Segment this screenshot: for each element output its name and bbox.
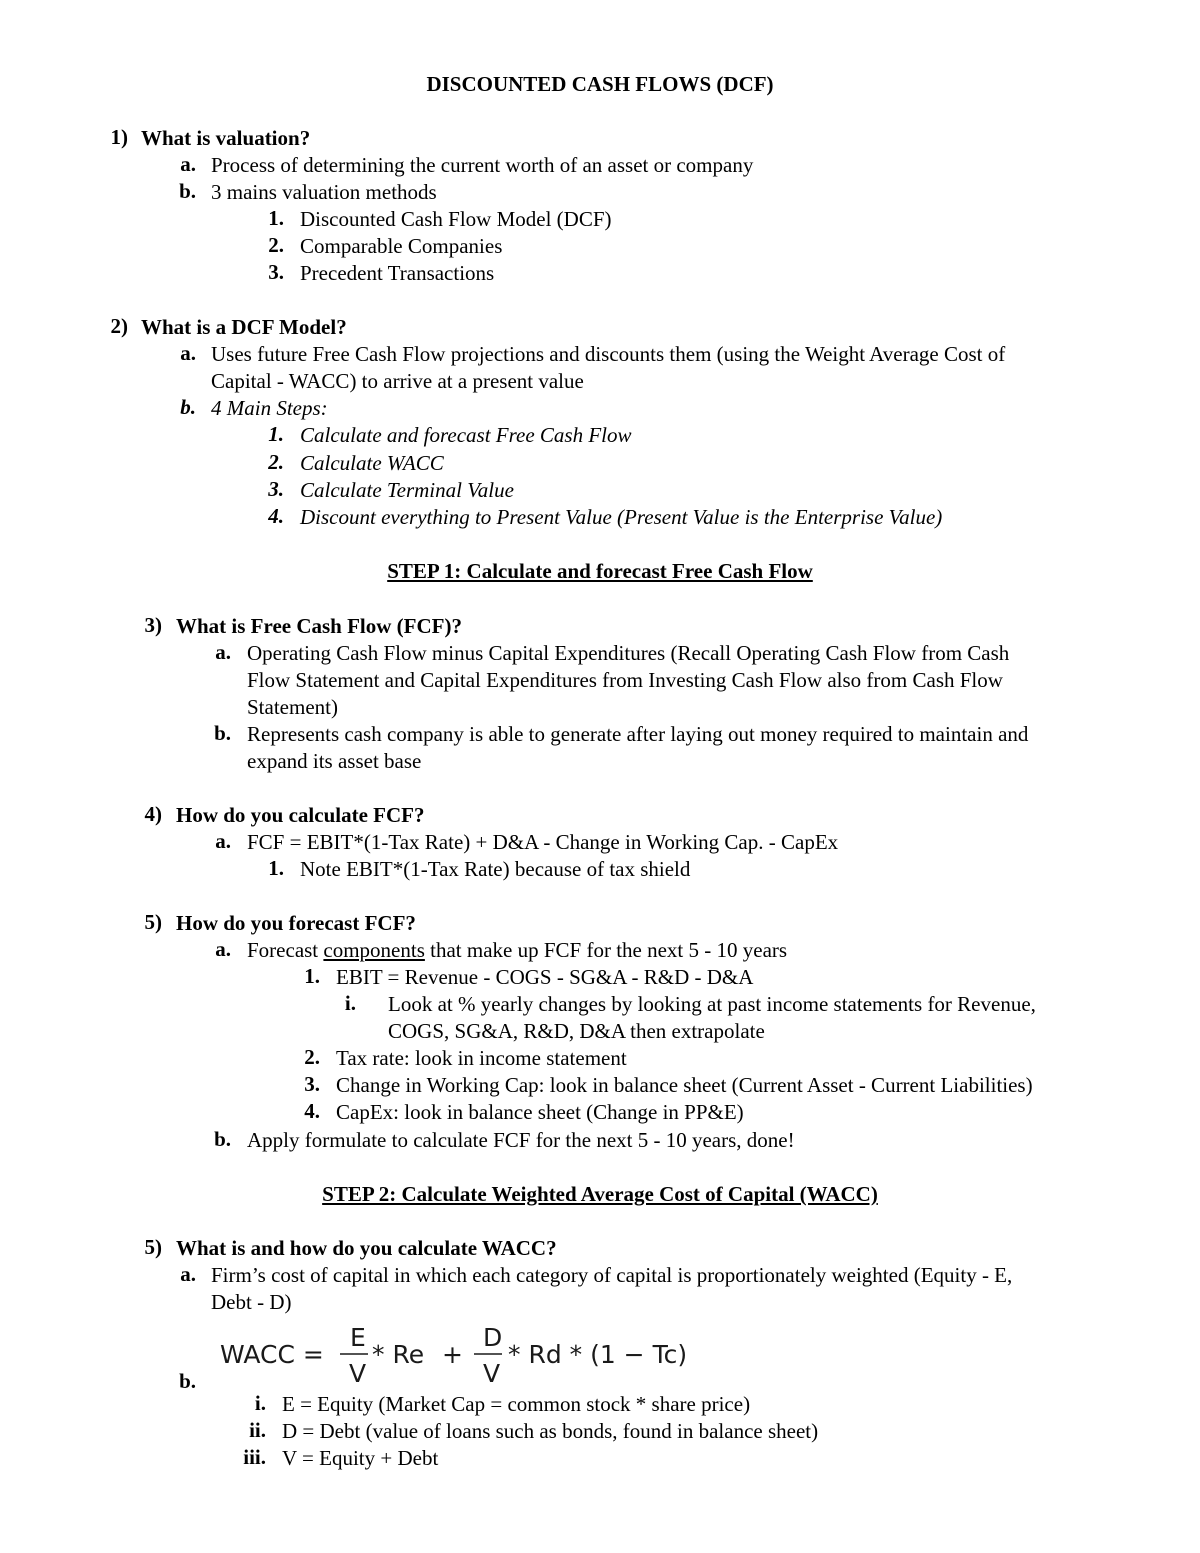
question-heading: How do you forecast FCF? (176, 911, 416, 935)
question-number: 3) (144, 613, 162, 637)
list-marker: iii. (243, 1445, 266, 1469)
list-marker: b. (214, 1127, 231, 1151)
text-fragment: Forecast (247, 938, 324, 962)
list-item: Discount everything to Present Value (Present Value is the Enterprise Value) (300, 505, 943, 529)
list-item: Precedent Transactions (300, 261, 495, 285)
formula-d-denominator: V (483, 1359, 501, 1388)
text-fragment: that make up FCF for the next 5 - 10 years (424, 938, 788, 962)
list-item: Comparable Companies (300, 234, 503, 258)
list-marker: b. (180, 395, 196, 419)
definition-item: E = Equity (Market Cap = common stock * share price) (282, 1392, 751, 1416)
list-item-continuation: expand its asset base (247, 749, 422, 773)
question-heading: What is a DCF Model? (141, 315, 347, 339)
list-marker: 3. (268, 477, 284, 501)
list-item: Discounted Cash Flow Model (DCF) (300, 207, 612, 231)
list-item: EBIT = Revenue - COGS - SG&A - R&D - D&A (336, 965, 754, 989)
wacc-formula (218, 1322, 698, 1388)
list-marker: b. (179, 179, 196, 203)
list-marker: a. (215, 829, 231, 853)
list-marker: 3. (268, 260, 284, 284)
list-marker: b. (214, 721, 231, 745)
list-marker: a. (180, 1262, 196, 1286)
list-item: Operating Cash Flow minus Capital Expenditures (Recall Operating Cash Flow from Cash (247, 641, 1010, 665)
question-number: 2) (110, 314, 128, 338)
question-heading: What is valuation? (141, 126, 311, 150)
list-item: Represents cash company is able to generate after laying out money required to maintain and (247, 722, 1029, 746)
formula-rd: * Rd * (1 − Tc) (508, 1340, 688, 1369)
list-item: Calculate WACC (300, 451, 444, 475)
question-heading: How do you calculate FCF? (176, 803, 425, 827)
list-item: 4 Main Steps: (211, 396, 328, 420)
formula-d-numerator: D (483, 1323, 503, 1352)
section-heading-step1: STEP 1: Calculate and forecast Free Cash Flow (387, 559, 813, 583)
formula-e-denominator: V (349, 1359, 367, 1388)
list-item: 3 mains valuation methods (211, 180, 437, 204)
list-marker: a. (215, 640, 231, 664)
question-number: 4) (144, 802, 162, 826)
section-heading-step2: STEP 2: Calculate Weighted Average Cost of Capital (WACC) (322, 1182, 878, 1206)
definition-item: V = Equity + Debt (282, 1446, 439, 1470)
list-item-continuation: Debt - D) (211, 1290, 292, 1314)
list-marker: 1. (268, 206, 284, 230)
list-marker: a. (180, 152, 196, 176)
list-marker: 1. (304, 964, 320, 988)
list-item-continuation: Flow Statement and Capital Expenditures from Investing Cash Flow also from Cash Flow (247, 668, 1003, 692)
question-heading: What is and how do you calculate WACC? (176, 1236, 557, 1260)
list-item: Process of determining the current worth of an asset or company (211, 153, 754, 177)
list-marker: 3. (304, 1072, 320, 1096)
list-item-continuation: Capital - WACC) to arrive at a present value (211, 369, 584, 393)
list-item: Look at % yearly changes by looking at past income statements for Revenue, (388, 992, 1036, 1016)
question-number: 5) (144, 910, 162, 934)
list-marker: 4. (304, 1099, 320, 1123)
list-marker: a. (215, 937, 231, 961)
formula-re: * Re (372, 1340, 425, 1369)
underlined-word: components (323, 938, 425, 962)
list-item: Calculate Terminal Value (300, 478, 514, 502)
list-item: CapEx: look in balance sheet (Change in PP&E) (336, 1100, 744, 1124)
list-item: Apply formulate to calculate FCF for the next 5 - 10 years, done! (247, 1128, 795, 1152)
list-item: Firm’s cost of capital in which each category of capital is proportionately weighted (Equity - E, (211, 1263, 1013, 1287)
page-title: DISCOUNTED CASH FLOWS (DCF) (426, 72, 774, 96)
question-heading: What is Free Cash Flow (FCF)? (176, 614, 462, 638)
list-marker: 1. (268, 856, 284, 880)
list-item: Tax rate: look in income statement (336, 1046, 627, 1070)
list-item-continuation: Statement) (247, 695, 338, 719)
list-marker: 2. (304, 1045, 320, 1069)
list-item (247, 937, 787, 964)
formula-plus: + (442, 1340, 463, 1369)
list-item: Note EBIT*(1-Tax Rate) because of tax shield (300, 857, 691, 881)
list-marker: 4. (268, 504, 284, 528)
formula-lhs: WACC = (220, 1340, 324, 1369)
question-number: 1) (110, 125, 128, 149)
question-number: 5) (144, 1235, 162, 1259)
list-marker: 1. (268, 422, 284, 446)
list-marker: a. (180, 341, 196, 365)
definition-item: D = Debt (value of loans such as bonds, found in balance sheet) (282, 1419, 819, 1443)
list-marker: i. (254, 1391, 266, 1415)
list-item: Calculate and forecast Free Cash Flow (300, 423, 632, 447)
list-marker: 2. (268, 450, 284, 474)
formula-e-numerator: E (350, 1323, 366, 1352)
list-item: Change in Working Cap: look in balance sheet (Current Asset - Current Liabilities) (336, 1073, 1033, 1097)
list-item: FCF = EBIT*(1-Tax Rate) + D&A - Change in Working Cap. - CapEx (247, 830, 839, 854)
list-item: Uses future Free Cash Flow projections and discounts them (using the Weight Average Cost of (211, 342, 1006, 366)
list-marker: 2. (268, 233, 284, 257)
list-item-continuation: COGS, SG&A, R&D, D&A then extrapolate (388, 1019, 765, 1043)
list-marker: b. (179, 1369, 196, 1393)
list-marker: i. (344, 991, 356, 1015)
list-marker: ii. (249, 1418, 266, 1442)
